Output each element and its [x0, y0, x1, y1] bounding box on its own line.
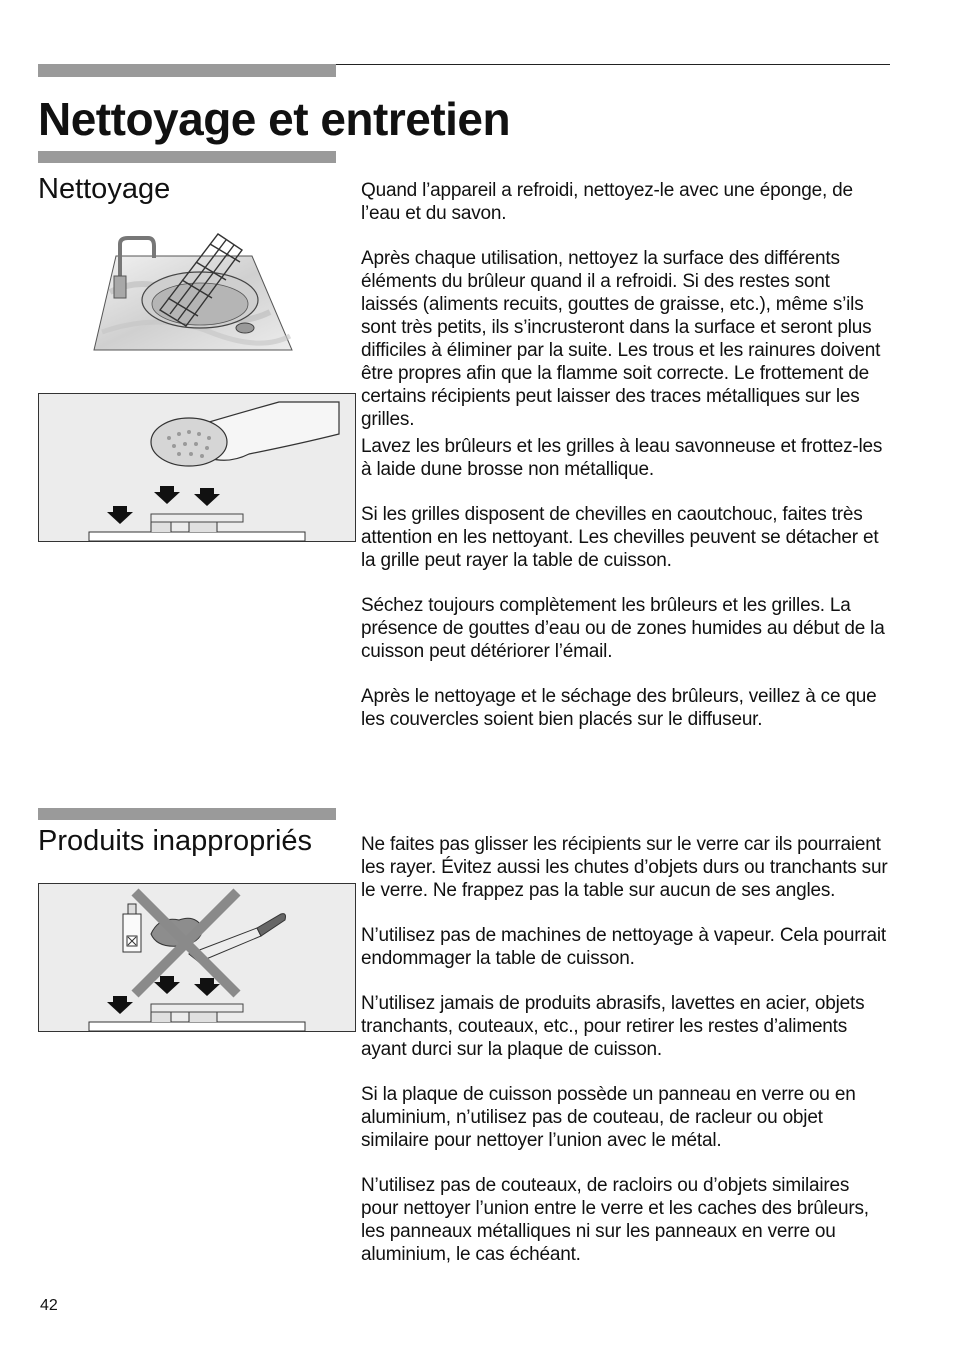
cleaning-paragraph: Séchez toujours complètement les brûleurs et les grilles. La présence de gouttes d’eau ou de zones humides au début de la cuisson peut détériorer l’émail.	[361, 595, 885, 662]
unsuitable-paragraph: N’utilisez pas de couteaux, de racloirs ou d’objets similaires pour nettoyer l’union entre le verre et les caches des brûleurs, les panneaux métalliques ni sur les panneaux en verre ou aluminium, le cas échéant.	[361, 1175, 869, 1265]
unsuitable-paragraph: N’utilisez pas de machines de nettoyage à vapeur. Cela pourrait endommager la table de cuisson.	[361, 925, 886, 969]
sink-with-grate-illustration	[90, 232, 295, 356]
unsuitable-text-column	[361, 833, 889, 1288]
cleaning-text-column	[361, 179, 889, 753]
section-title-cleaning: Nettoyage	[38, 173, 171, 205]
section-bar-cleaning	[38, 151, 336, 163]
cleaning-paragraph: Quand l’appareil a refroidi, nettoyez-le avec une éponge, de l’eau et du savon.	[361, 180, 853, 224]
section-title-unsuitable: Produits inappropriés	[38, 825, 313, 857]
page-number: 42	[40, 1297, 58, 1314]
hand-sponge-burner-illustration	[39, 394, 355, 541]
cleaning-paragraph: Lavez les brûleurs et les grilles à leau savonneuse et frottez-les à laide dune brosse non métallique.	[361, 436, 883, 480]
page-title: Nettoyage et entretien	[38, 93, 511, 145]
cleaning-paragraph: Si les grilles disposent de chevilles en caoutchouc, faites très attention en les nettoyant. Les chevilles peuvent se détacher et la grille peut rayer la table de cuisson.	[361, 504, 879, 571]
top-rule-bar	[38, 64, 336, 77]
unsuitable-paragraph: N’utilisez jamais de produits abrasifs, lavettes en acier, objets tranchants, couteaux, etc., pour retirer les restes d’aliments ayant durci sur la plaque de cuisson.	[361, 993, 865, 1060]
top-rule-line	[336, 64, 890, 65]
cleaning-paragraph: Après chaque utilisation, nettoyez la surface des différents éléments du brûleur quand il a refroidi. Si des restes sont laissés (aliments recuits, gouttes de graisse, etc.), même s’ils sont très petits, ils s’incrusteront dans la surface et seront plus difficiles à éliminer par la suite. Les trous et les rainures doivent être propres afin que la flamme soit correcte. Le frottement de certains récipients peut laisser des traces métalliques sur les grilles.	[361, 248, 881, 430]
cleaning-paragraph: Après le nettoyage et le séchage des brûleurs, veillez à ce que les couvercles soient bien placés sur le diffuseur.	[361, 686, 877, 730]
sponge-figure-box	[38, 393, 356, 542]
forbidden-figure-box	[38, 883, 356, 1032]
forbidden-abrasives-knife-illustration	[39, 884, 355, 1031]
unsuitable-paragraph: Ne faites pas glisser les récipients sur le verre car ils pourraient les rayer. Évitez aussi les chutes d’objets durs ou tranchants sur le verre. Ne frappez pas la table sur aucun de ses angles.	[361, 834, 888, 901]
unsuitable-paragraph: Si la plaque de cuisson possède un panneau en verre ou en aluminium, n’utilisez pas de couteau, de racleur ou objet similaire pour nettoyer l’union avec le métal.	[361, 1084, 856, 1151]
section-bar-unsuitable	[38, 808, 336, 820]
